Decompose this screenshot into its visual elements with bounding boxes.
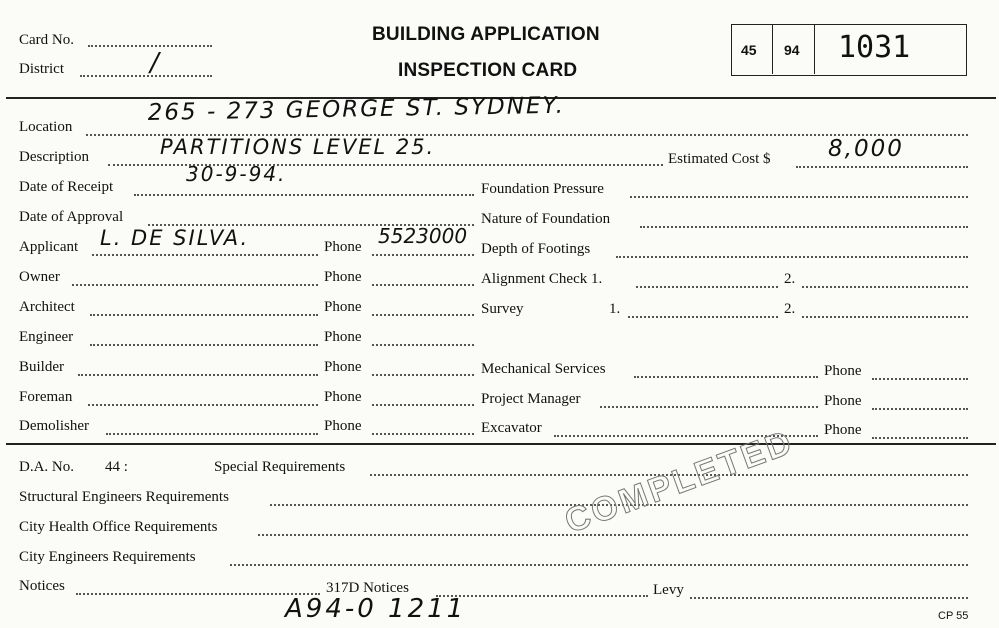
applicant-field[interactable] <box>92 254 318 256</box>
box-year: 94 <box>784 42 800 58</box>
district-label: District <box>19 61 64 77</box>
city-engineers-requirements-label: City Engineers Requirements <box>19 549 196 565</box>
engineer-field[interactable] <box>90 344 318 346</box>
city-engineers-requirements-field[interactable] <box>230 564 968 566</box>
box-card-number: 1031 <box>838 30 911 65</box>
architect-field[interactable] <box>90 314 318 316</box>
survey-1-label: 1. <box>609 301 621 317</box>
survey-1-field[interactable] <box>628 316 778 318</box>
location-label: Location <box>19 119 73 135</box>
alignment-check-label: Alignment Check 1. <box>481 271 603 287</box>
estimated-cost-field[interactable] <box>796 166 968 168</box>
card-no-field[interactable] <box>88 45 212 47</box>
health-office-requirements-label: City Health Office Requirements <box>19 519 218 535</box>
date-of-receipt-field[interactable] <box>134 194 474 196</box>
alignment-check-1-field[interactable] <box>636 286 778 288</box>
nature-of-foundation-label: Nature of Foundation <box>481 211 611 227</box>
completed-stamp: COMPLETED <box>560 422 799 541</box>
box-year-prefix: 45 <box>741 42 757 58</box>
owner-field[interactable] <box>72 284 318 286</box>
description-value: PARTITIONS LEVEL 25. <box>160 135 436 159</box>
architect-phone-field[interactable] <box>372 314 474 316</box>
alignment-check-2-label: 2. <box>784 271 796 287</box>
levy-field[interactable] <box>690 597 968 599</box>
reference-handwritten: A94-0 1211 <box>285 594 467 624</box>
demolisher-phone-label: Phone <box>324 418 362 434</box>
structural-requirements-label: Structural Engineers Requirements <box>19 489 229 505</box>
owner-phone-field[interactable] <box>372 284 474 286</box>
owner-label: Owner <box>19 269 60 285</box>
location-value: 265 - 273 GEORGE ST. SYDNEY. <box>147 92 566 126</box>
foreman-label: Foreman <box>19 389 73 405</box>
district-value: / <box>150 48 161 78</box>
foreman-phone-field[interactable] <box>372 404 474 406</box>
date-of-receipt-label: Date of Receipt <box>19 179 114 195</box>
engineer-phone-label: Phone <box>324 329 362 345</box>
form-code: CP 55 <box>938 610 969 622</box>
mechanical-services-phone-field[interactable] <box>872 378 968 380</box>
applicant-value: L. DE SILVA. <box>100 226 250 250</box>
district-field[interactable] <box>80 75 212 77</box>
project-manager-label: Project Manager <box>481 391 581 407</box>
excavator-phone-field[interactable] <box>872 437 968 439</box>
demolisher-field[interactable] <box>106 433 318 435</box>
builder-phone-label: Phone <box>324 359 362 375</box>
applicant-phone-label: Phone <box>324 239 362 255</box>
notices-field[interactable] <box>76 593 320 595</box>
applicant-label: Applicant <box>19 239 79 255</box>
date-of-receipt-value: 30-9-94. <box>186 162 287 186</box>
architect-phone-label: Phone <box>324 299 362 315</box>
survey-2-field[interactable] <box>802 316 968 318</box>
health-office-requirements-field[interactable] <box>258 534 968 536</box>
nature-of-foundation-field[interactable] <box>640 226 968 228</box>
alignment-check-2-field[interactable] <box>802 286 968 288</box>
project-manager-field[interactable] <box>600 406 818 408</box>
notices-317d-label: 317D Notices <box>326 580 409 596</box>
demolisher-phone-field[interactable] <box>372 433 474 435</box>
engineer-label: Engineer <box>19 329 74 345</box>
builder-field[interactable] <box>78 374 318 376</box>
engineer-phone-field[interactable] <box>372 344 474 346</box>
levy-label: Levy <box>653 582 684 598</box>
depth-of-footings-label: Depth of Footings <box>481 241 591 257</box>
architect-label: Architect <box>19 299 75 315</box>
mechanical-services-field[interactable] <box>634 376 818 378</box>
section-divider <box>6 443 996 445</box>
notices-label: Notices <box>19 578 65 594</box>
applicant-phone-value: 5523000 <box>378 224 468 248</box>
mechanical-services-phone-label: Phone <box>824 363 862 379</box>
da-no-value: 44 : <box>105 459 128 475</box>
project-manager-phone-label: Phone <box>824 393 862 409</box>
date-of-approval-label: Date of Approval <box>19 209 124 225</box>
builder-label: Builder <box>19 359 64 375</box>
card-title-line1: BUILDING APPLICATION <box>372 24 600 45</box>
foreman-phone-label: Phone <box>324 389 362 405</box>
excavator-phone-label: Phone <box>824 422 862 438</box>
special-requirements-label: Special Requirements <box>214 459 346 475</box>
excavator-label: Excavator <box>481 420 542 436</box>
builder-phone-field[interactable] <box>372 374 474 376</box>
da-no-label: D.A. No. <box>19 459 74 475</box>
survey-2-label: 2. <box>784 301 796 317</box>
depth-of-footings-field[interactable] <box>616 256 968 258</box>
project-manager-phone-field[interactable] <box>872 408 968 410</box>
foreman-field[interactable] <box>88 404 318 406</box>
owner-phone-label: Phone <box>324 269 362 285</box>
description-label: Description <box>19 149 89 165</box>
card-no-label: Card No. <box>19 32 74 48</box>
foundation-pressure-field[interactable] <box>630 196 968 198</box>
demolisher-label: Demolisher <box>19 418 89 434</box>
estimated-cost-label: Estimated Cost $ <box>668 151 771 167</box>
survey-label: Survey <box>481 301 524 317</box>
card-title-line2: INSPECTION CARD <box>398 60 578 81</box>
foundation-pressure-label: Foundation Pressure <box>481 181 604 197</box>
notices-317d-field[interactable] <box>436 595 648 597</box>
box-divider-2 <box>814 25 815 74</box>
box-divider-1 <box>772 25 773 74</box>
applicant-phone-field[interactable] <box>372 254 474 256</box>
estimated-cost-value: 8,000 <box>828 136 904 162</box>
mechanical-services-label: Mechanical Services <box>481 361 606 377</box>
